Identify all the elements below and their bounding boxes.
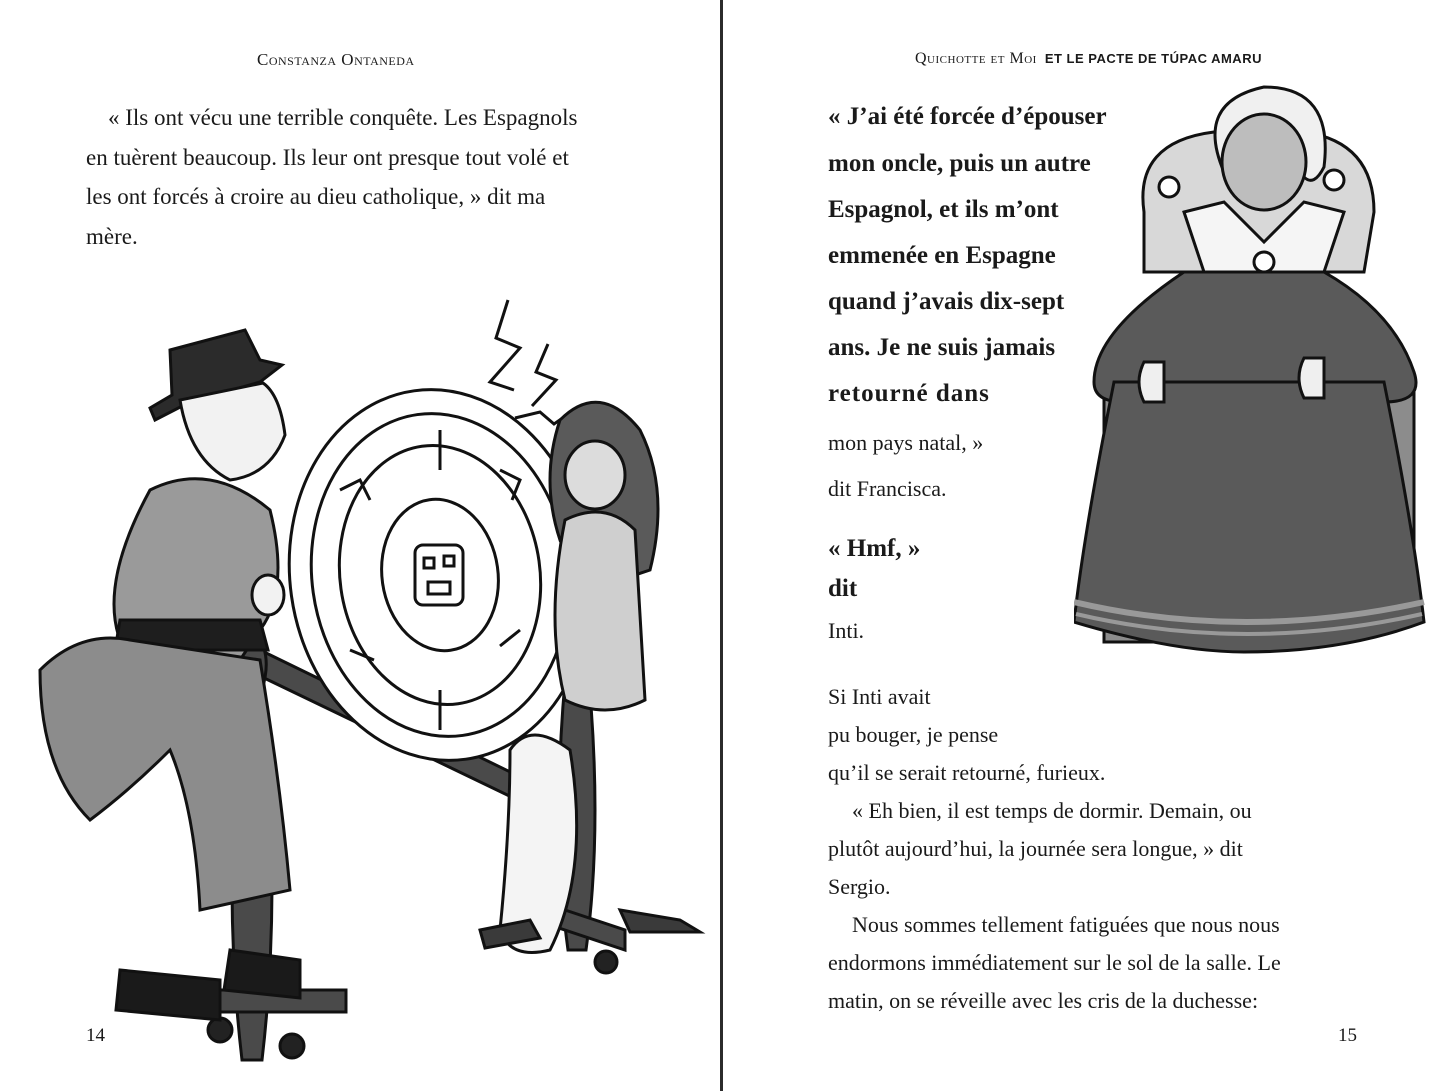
man-hands [252,575,284,615]
shock-lines-icon [490,300,580,424]
running-head-title [915,50,1262,68]
francisca-quote-line: mon oncle, puis un autre [828,150,1091,177]
francisca-quote-line: ans. Je ne suis jamais [828,334,1056,361]
francisca-quote-line: quand j’avais dix-sept [828,288,1065,315]
body-line: Nous sommes tellement fatiguées que nous nous [852,912,1280,937]
body-line: pu bouger, je pense [828,722,999,747]
book-title: ET LE PACTE DE TÚPAC AMARU [1044,51,1262,66]
body-line: Sergio. [828,874,891,899]
left-page [0,0,721,1091]
body-line: Si Inti avait [828,684,931,709]
series-title: Quichotte et Moi [915,50,1037,67]
duchess-figure [1074,87,1424,652]
body-line: plutôt aujourd’hui, la journée sera longue, » dit [828,836,1243,861]
francisca-quote-line: retourné dans [828,380,990,407]
body-line: qu’il se serait retourné, furieux. [828,760,1106,785]
francisca-quote-line: emmenée en Espagne [828,242,1056,269]
conquest-illustration [20,290,720,1090]
body-line: « Eh bien, il est temps de dormir. Demain, ou [852,798,1252,823]
body-line: matin, on se réveille avec les cris de la duchesse: [828,988,1259,1013]
page-number-right: 15 [1338,1025,1357,1046]
body-line: endormons immédiatement sur le sol de la salle. Le [828,950,1281,975]
inti-name: Inti. [828,618,865,643]
page-number-left: 14 [86,1025,105,1046]
running-head-author: Constanza Ontaneda [257,50,415,69]
right-page [724,0,1445,1091]
paragraph-text: « Ils ont vécu une terrible conquête. Les Espagnols en tuèrent beaucoup. Ils leur ont presque tout volé et les ont forcés à croire au dieu catholique, » dit ma mère. [86,105,578,249]
narration-paragraph [86,98,586,256]
duchess-illustration [1074,82,1444,662]
book-spine [720,0,723,1091]
inti-quote-line: dit [828,575,858,602]
francisca-tail-line: mon pays natal, » [828,430,984,455]
francisca-tail-line: dit Francisca. [828,476,947,501]
francisca-quote-line: Espagnol, et ils m’ont [828,196,1059,223]
inti-quote-line: « Hmf, » [828,535,921,562]
francisca-quote-line: « J’ai été forcée d’épouser [828,103,1107,130]
